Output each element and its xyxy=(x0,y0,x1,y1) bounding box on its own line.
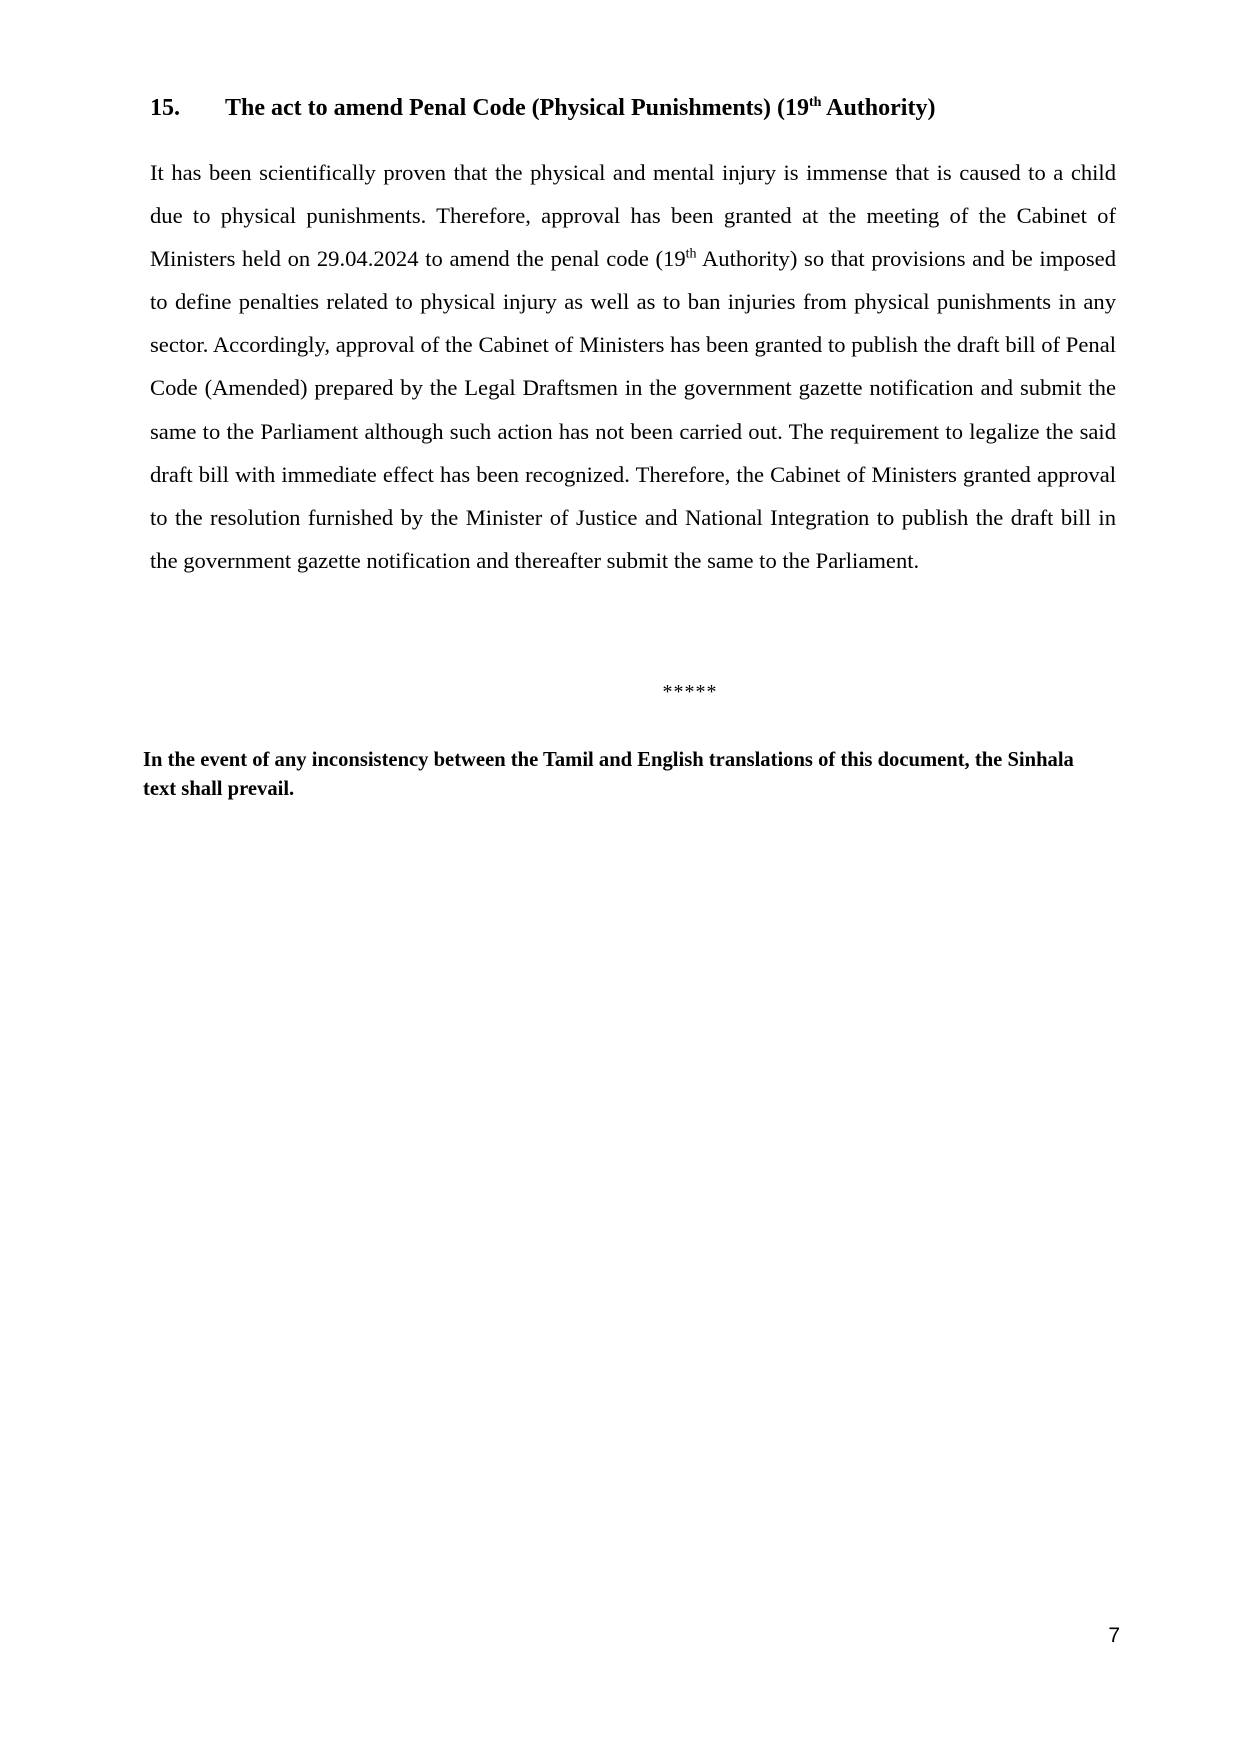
page-number: 7 xyxy=(1108,1624,1120,1647)
translation-notice: In the event of any inconsistency between the Tamil and English translations of this document, the Sinhala text shall prevail. xyxy=(143,749,1074,800)
section-separator: ***** xyxy=(662,681,718,703)
section-heading xyxy=(150,92,1110,124)
section-number: 15. xyxy=(150,95,180,121)
section-title-end: Authority) xyxy=(821,95,936,121)
section-title-start: The act to amend Penal Code (Physical Punishments) (19 xyxy=(225,95,809,121)
paragraph-text-end: Authority) so that provisions and be imposed to define penalties related to physical injury as well as to ban injuries from physical punishments in any sector. Accordingly, approval of the Cabinet of Ministers has been granted to publish the draft bill of Penal Code (Amended) prepared by the Legal Draftsmen in the government gazette notification and submit the same to the Parliament although such action has not been carried out. The requirement to legalize the said draft bill with immediate effect has been recognized. Therefore, the Cabinet of Ministers granted approval to the resolution furnished by the Minister of Justice and National Integration to publish the draft bill in the government gazette notification and thereafter submit the same to the Parliament. xyxy=(150,246,1116,573)
section-paragraph xyxy=(150,151,1116,582)
section-title-superscript: th xyxy=(809,95,822,110)
paragraph-superscript: th xyxy=(685,246,697,262)
paragraph-text-start: It has been scientifically proven that the physical and mental injury is immense that is caused to a child due to physical punishments. Therefore, approval has been granted at the meeting of the Cabinet of Ministers held on 29.04.2024 to amend the penal code (19 xyxy=(150,160,1116,272)
